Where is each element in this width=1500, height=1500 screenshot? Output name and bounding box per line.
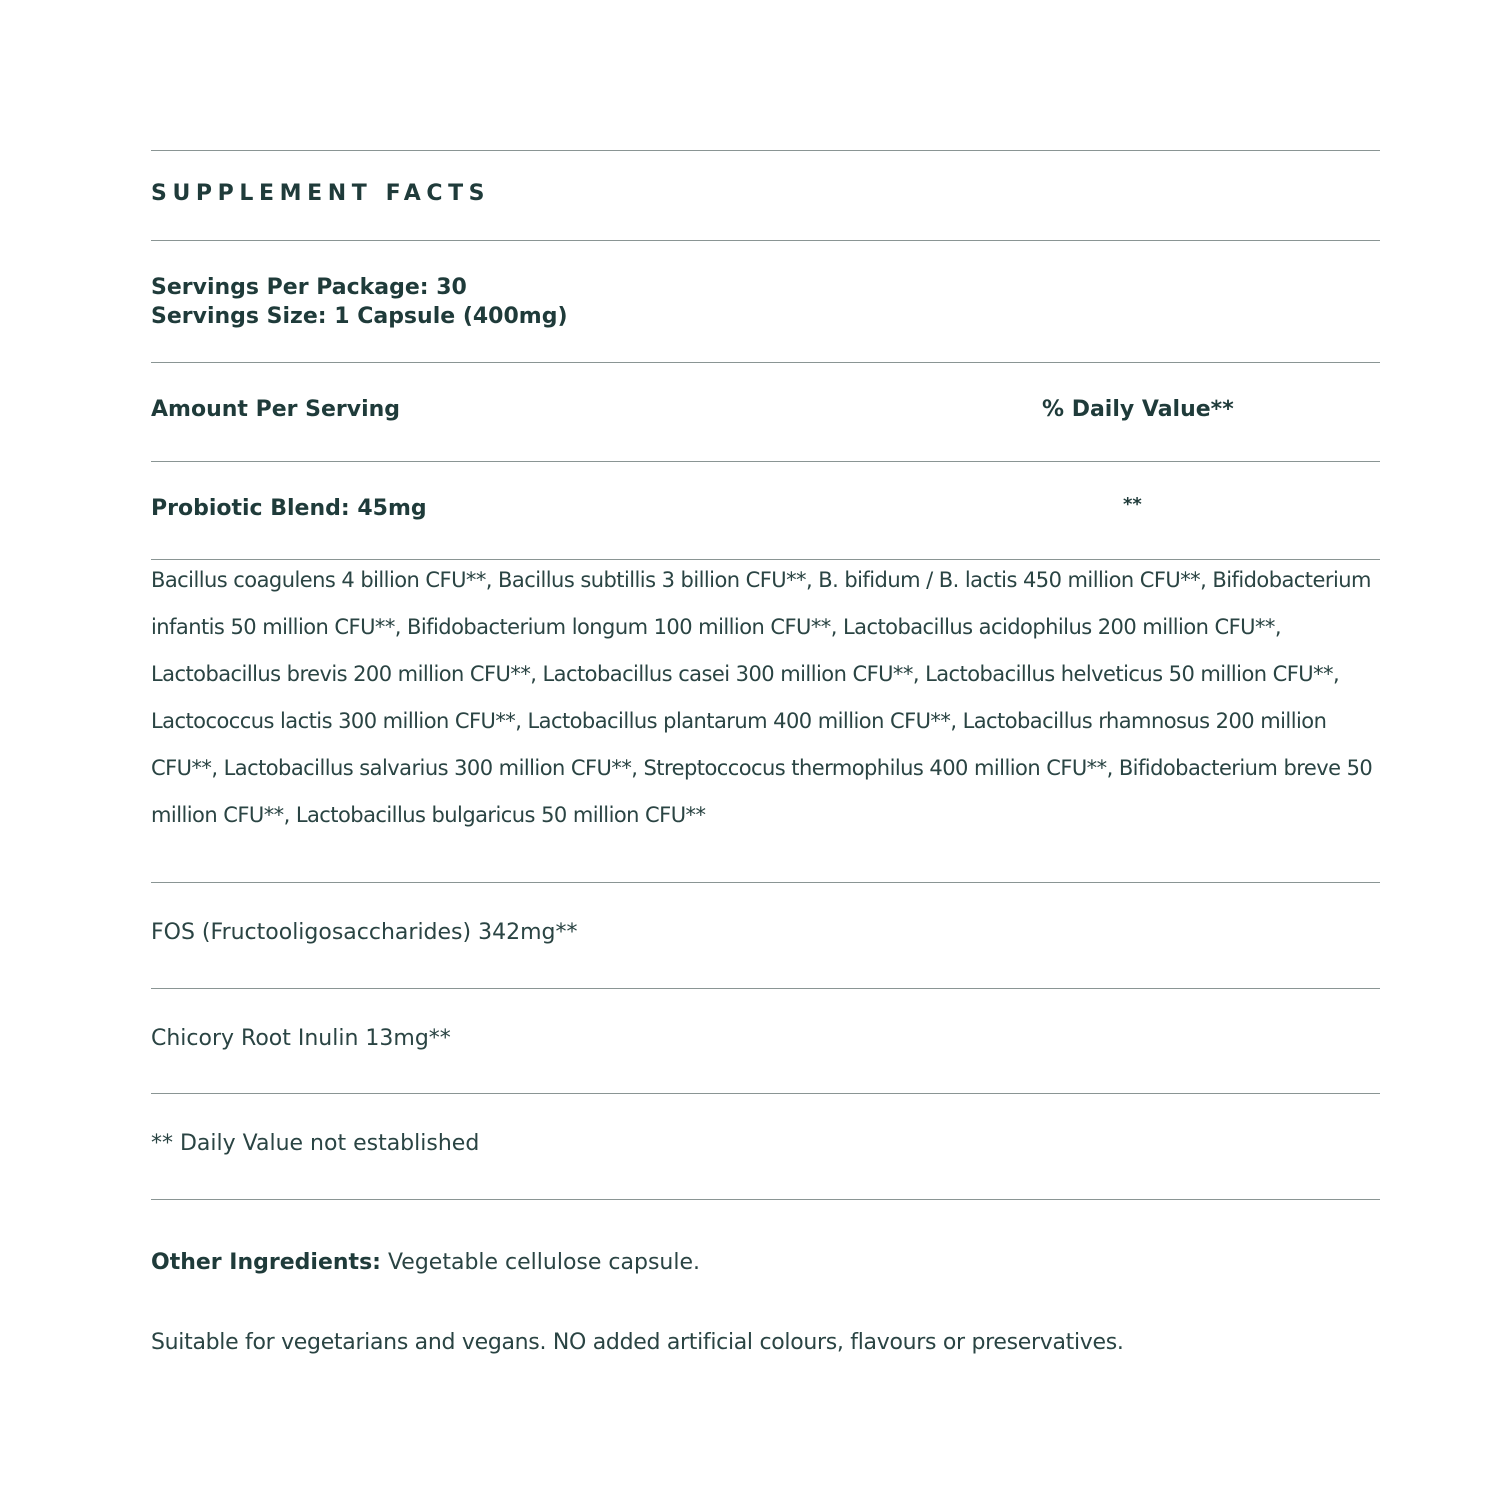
divider	[151, 988, 1380, 989]
divider	[151, 882, 1380, 883]
serving-size: Servings Size: 1 Capsule (400mg)	[151, 304, 568, 329]
divider	[151, 150, 1380, 151]
other-ingredients	[151, 1250, 700, 1275]
divider	[151, 362, 1380, 363]
ingredient-row-fos: FOS (Fructooligosaccharides) 342mg**	[151, 920, 578, 945]
probiotic-strains-list: Bacillus coagulens 4 billion CFU**, Bacillus subtillis 3 billion CFU**, B. bifidum / B. lactis 450 million CFU**, Bifidobacterium infantis 50 million CFU**, Bifidobacterium longum 100 million CFU**, Lactobacillus acidophilus 200 million CFU**, Lactobacillus brevis 200 million CFU**, Lactobacillus casei 300 million CFU**, Lactobacillus helveticus 50 million CFU**, Lactococcus lactis 300 million CFU**, Lactobacillus plantarum 400 million CFU**, Lactobacillus rhamnosus 200 million CFU**, Lactobacillus salvarius 300 million CFU**, Streptoccocus thermophilus 400 million CFU**, Bifidobacterium breve 50 million CFU**, Lactobacillus bulgaricus 50 million CFU**	[151, 568, 1373, 827]
other-ingredients-value: Vegetable cellulose capsule.	[380, 1250, 701, 1275]
panel-title: SUPPLEMENT FACTS	[151, 181, 491, 206]
suitability-note: Suitable for vegetarians and vegans. NO added artificial colours, flavours or preservatives.	[151, 1330, 1124, 1355]
ingredient-row-inulin: Chicory Root Inulin 13mg**	[151, 1026, 451, 1051]
daily-value-header: % Daily Value**	[1042, 397, 1234, 422]
divider	[151, 1093, 1380, 1094]
probiotic-blend-daily-value: **	[1123, 494, 1142, 515]
servings-per-package: Servings Per Package: 30	[151, 275, 467, 300]
divider	[151, 1199, 1380, 1200]
probiotic-blend-name: Probiotic Blend: 45mg	[151, 496, 427, 521]
divider	[151, 240, 1380, 241]
divider	[151, 461, 1380, 462]
supplement-facts-panel	[151, 0, 1380, 1500]
daily-value-footnote: ** Daily Value not established	[151, 1131, 480, 1156]
servings-info	[151, 273, 568, 331]
amount-per-serving-header: Amount Per Serving	[151, 397, 401, 422]
other-ingredients-label: Other Ingredients:	[151, 1250, 381, 1275]
